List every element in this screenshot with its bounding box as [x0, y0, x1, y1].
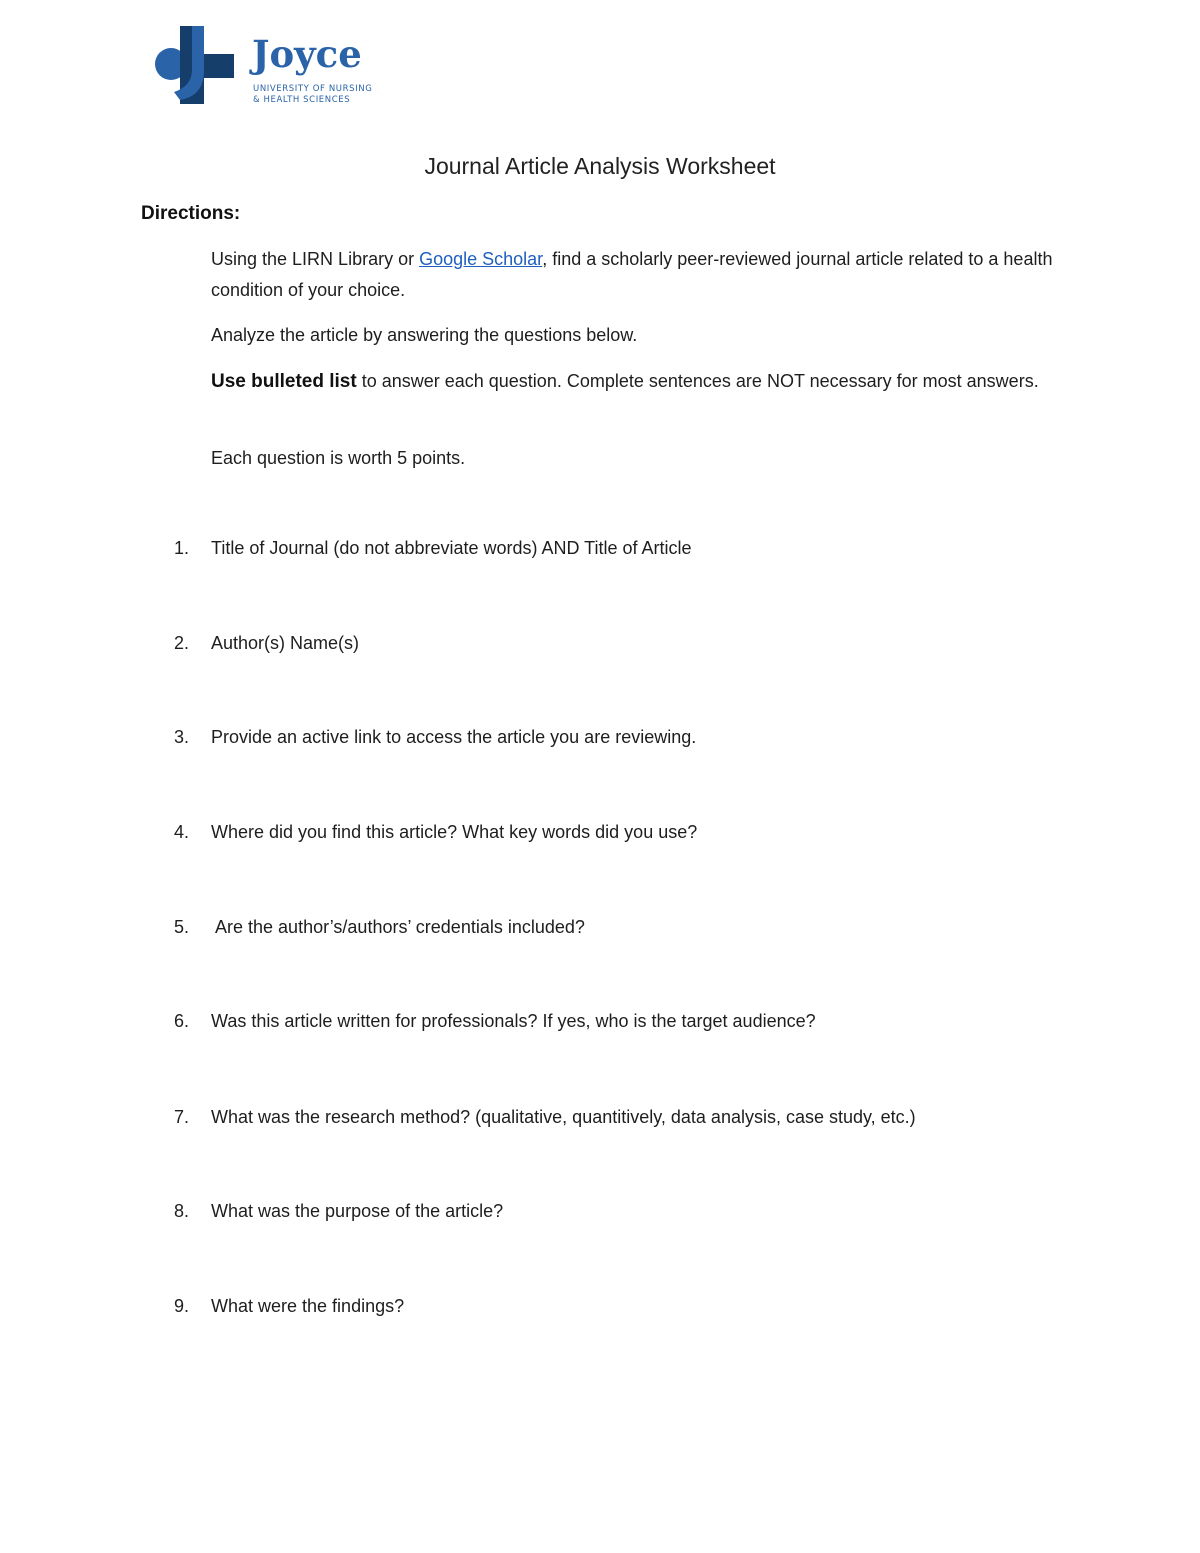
- question-item: [174, 817, 1074, 847]
- question-number: 7.: [174, 1107, 190, 1127]
- question-item: [174, 722, 1074, 752]
- directions-paragraph-analyze: Analyze the article by answering the questions below.: [211, 325, 638, 345]
- question-text: Was this article written for professionals? If yes, who is the target audience?: [211, 1011, 816, 1031]
- question-item: [174, 628, 1074, 658]
- question-text: What were the findings?: [211, 1296, 405, 1316]
- university-logo: [152, 24, 382, 108]
- joyce-cross-logo-icon: [152, 24, 242, 108]
- google-scholar-link[interactable]: Google Scholar: [419, 249, 543, 269]
- question-text: What was the purpose of the article?: [211, 1201, 504, 1221]
- directions-paragraph-bulleted: [211, 366, 1071, 397]
- question-item: [174, 912, 1074, 942]
- question-text: Are the author’s/authors’ credentials included?: [211, 917, 585, 937]
- question-text: Title of Journal (do not abbreviate words) AND Title of Article: [211, 538, 692, 558]
- question-number: 9.: [174, 1296, 190, 1316]
- question-number: 5.: [174, 917, 190, 937]
- directions-text-after-link: , find a scholarly peer-reviewed journal article related to a health condition of your choice.: [211, 249, 1053, 300]
- directions-paragraph-search: [211, 244, 1071, 306]
- directions-heading: Directions:: [141, 203, 241, 224]
- bulleted-list-instruction: to answer each question. Complete sentences are NOT necessary for most answers.: [356, 371, 1039, 391]
- question-item: [174, 1006, 1074, 1036]
- logo-subtitle-line1: UNIVERSITY OF NURSING: [253, 84, 373, 94]
- question-text: Provide an active link to access the article you are reviewing.: [211, 727, 697, 747]
- question-text: What was the research method? (qualitative, quantitively, data analysis, case study, etc.): [211, 1107, 916, 1127]
- question-item: [174, 1196, 1074, 1226]
- question-number: 8.: [174, 1201, 190, 1221]
- question-item: [174, 533, 1074, 563]
- directions-text-before-link: Using the LIRN Library or: [211, 249, 420, 269]
- bulleted-list-emphasis: Use bulleted list: [211, 371, 357, 392]
- question-number: 1.: [174, 538, 190, 558]
- directions-paragraph-points: Each question is worth 5 points.: [211, 448, 466, 468]
- question-item: [174, 1102, 1074, 1132]
- question-number: 2.: [174, 633, 190, 653]
- logo-subtitle-line2: & HEALTH SCIENCES: [253, 95, 351, 105]
- question-text: Author(s) Name(s): [211, 633, 360, 653]
- question-item: [174, 1291, 1074, 1321]
- question-number: 3.: [174, 727, 190, 747]
- logo-wordmark: Joyce: [252, 32, 362, 76]
- question-number: 4.: [174, 822, 190, 842]
- logo-subtitle: [253, 84, 372, 106]
- question-number: 6.: [174, 1011, 190, 1031]
- question-text: Where did you find this article? What key words did you use?: [211, 822, 698, 842]
- document-title: Journal Article Analysis Worksheet: [424, 153, 776, 179]
